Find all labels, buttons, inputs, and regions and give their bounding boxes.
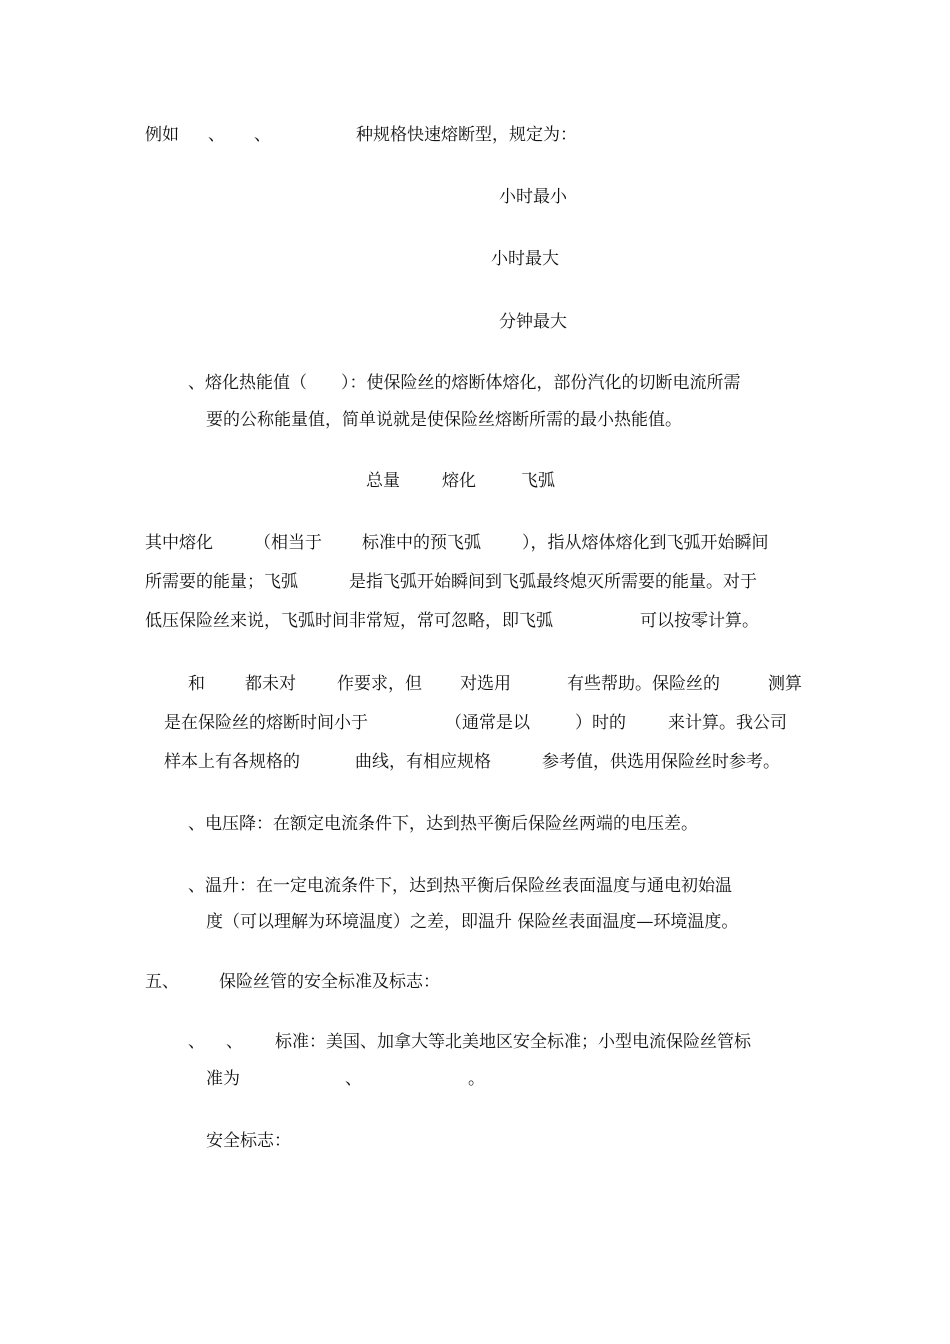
ul-standard-l2-w2: 、 [345, 1069, 362, 1089]
spec-intro-word-4: 种规格快速熔断型，规定为： [356, 125, 577, 145]
explanation-l1-w3: 标准中的预飞弧 [362, 533, 481, 553]
temp-rise-line-1: 、温升：在一定电流条件下，达到热平衡后保险丝表面温度与通电初始温 [188, 876, 732, 896]
ul-standard-description: 标准：美国、加拿大等北美地区安全标准；小型电流保险丝管标 [275, 1032, 751, 1052]
section-5-number: 五、 [145, 972, 179, 992]
explanation-l2-w2: 是指飞弧开始瞬间到飞弧最终熄灭所需要的能量。对于 [349, 572, 757, 592]
reference-l3-w3: 参考值，供选用保险丝时参考。 [542, 752, 780, 772]
ul-standard-sep-1: 、 [188, 1032, 205, 1052]
explanation-l3-w1: 低压保险丝来说，飞弧时间非常短，常可忽略，即飞弧 [145, 611, 553, 631]
spec-rule-2: 小时最大 [491, 249, 559, 269]
reference-l2-w1: 是在保险丝的熔断时间小于 [164, 713, 368, 733]
explanation-l2-w1: 所需要的能量；飞弧 [145, 572, 298, 592]
ul-standard-sep-2: 、 [226, 1032, 243, 1052]
melting-energy-line-2: 要的公称能量值，简单说就是使保险丝熔断所需的最小热能值。 [206, 410, 682, 430]
formula-word-3: 飞弧 [521, 471, 555, 491]
safety-marks-label: 安全标志： [206, 1131, 291, 1151]
explanation-l1-w4: ），指从熔体熔化到飞弧开始瞬间 [522, 533, 769, 553]
reference-l1-w5: 有些帮助。保险丝的 [567, 674, 720, 694]
reference-l1-w2: 都未对 [245, 674, 296, 694]
explanation-l3-w2: 可以按零计算。 [640, 611, 759, 631]
spec-rule-3: 分钟最大 [499, 312, 567, 332]
explanation-l1-w2: （相当于 [254, 533, 322, 553]
section-5-title: 保险丝管的安全标准及标志： [219, 972, 440, 992]
reference-l3-w1: 样本上有各规格的 [164, 752, 300, 772]
reference-l3-w2: 曲线，有相应规格 [355, 752, 491, 772]
temp-rise-line-2: 度（可以理解为环境温度）之差，即温升 保险丝表面温度—环境温度。 [206, 912, 739, 932]
reference-l2-w2: （通常是以 [445, 713, 530, 733]
reference-l1-w4: 对选用 [460, 674, 511, 694]
ul-standard-l2-w1: 准为 [206, 1069, 240, 1089]
spec-intro-word-1: 例如 [145, 125, 179, 145]
reference-l1-w1: 和 [188, 674, 205, 694]
formula-word-2: 熔化 [442, 471, 476, 491]
reference-l1-w6: 测算 [768, 674, 802, 694]
reference-l2-w4: 来计算。我公司 [668, 713, 787, 733]
voltage-drop-definition: 、电压降：在额定电流条件下，达到热平衡后保险丝两端的电压差。 [188, 814, 698, 834]
reference-l1-w3: 作要求，但 [337, 674, 422, 694]
ul-standard-l2-w3: 。 [468, 1069, 485, 1089]
formula-word-1: 总量 [366, 471, 400, 491]
spec-intro-word-2: 、 [208, 125, 225, 145]
spec-rule-1: 小时最小 [499, 187, 567, 207]
melting-energy-line-1: 、熔化热能值（ ）：使保险丝的熔断体熔化，部份汽化的切断电流所需 [188, 373, 741, 393]
reference-l2-w3: ）时的 [575, 713, 626, 733]
explanation-l1-w1: 其中熔化 [145, 533, 213, 553]
spec-intro-word-3: 、 [254, 125, 271, 145]
